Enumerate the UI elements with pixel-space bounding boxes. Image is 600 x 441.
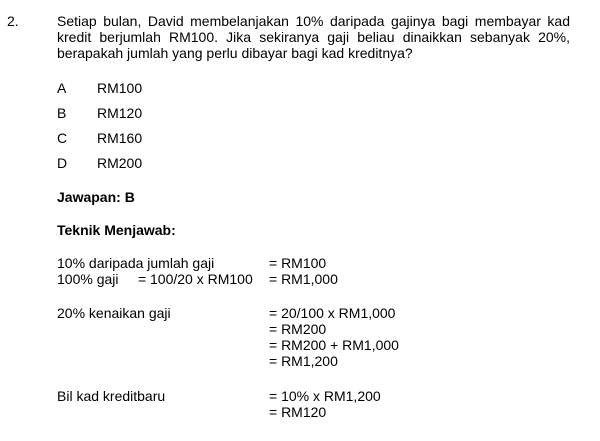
working-right: = RM1,200 [269, 353, 338, 369]
option-text: RM100 [97, 80, 143, 96]
option-b [57, 105, 257, 130]
working-line [57, 353, 567, 369]
question-number: 2. [7, 13, 19, 29]
working-line [57, 388, 567, 404]
working-left: 100% gaji = 100/20 x RM100 [57, 271, 253, 287]
option-text: RM160 [97, 130, 143, 146]
working-line [57, 337, 567, 353]
working-right: = 10% x RM1,200 [269, 388, 381, 404]
working-right: = RM1,000 [269, 271, 338, 287]
working-line [57, 271, 567, 287]
option-d [57, 155, 257, 180]
working-line [57, 305, 567, 321]
answer-options [57, 80, 257, 180]
option-text: RM200 [97, 155, 143, 171]
working-right: = RM200 + RM1,000 [269, 337, 399, 353]
option-c [57, 130, 257, 155]
working-block-3 [57, 388, 567, 420]
working-block-2 [57, 305, 567, 369]
technique-label: Teknik Menjawab: [57, 222, 176, 238]
working-left: 20% kenaikan gaji [57, 305, 171, 321]
option-a [57, 80, 257, 105]
working-line [57, 404, 567, 420]
working-line [57, 321, 567, 337]
working-left: 10% daripada jumlah gaji [57, 255, 215, 271]
working-left: Bil kad kreditbaru [57, 388, 166, 404]
working-right: = RM200 [269, 321, 327, 337]
working-right: = 20/100 x RM1,000 [269, 305, 396, 321]
answer-label: Jawapan: B [57, 189, 135, 205]
working-block-1 [57, 255, 567, 287]
option-letter: C [57, 130, 68, 146]
question-text: Setiap bulan, David membelanjakan 10% daripada gajinya bagi membayar kad kredit berjumlah RM100. Jika sekiranya gaji beliau dinaikkan sebanyak 20%, berapakah jumlah yang perlu dibayar bagi kad kreditnya? [57, 13, 570, 61]
option-letter: D [57, 155, 68, 171]
option-letter: B [57, 105, 67, 121]
option-letter: A [57, 80, 67, 96]
working-right: = RM120 [269, 404, 327, 420]
option-text: RM120 [97, 105, 143, 121]
working-line [57, 255, 567, 271]
working-right: = RM100 [269, 255, 327, 271]
